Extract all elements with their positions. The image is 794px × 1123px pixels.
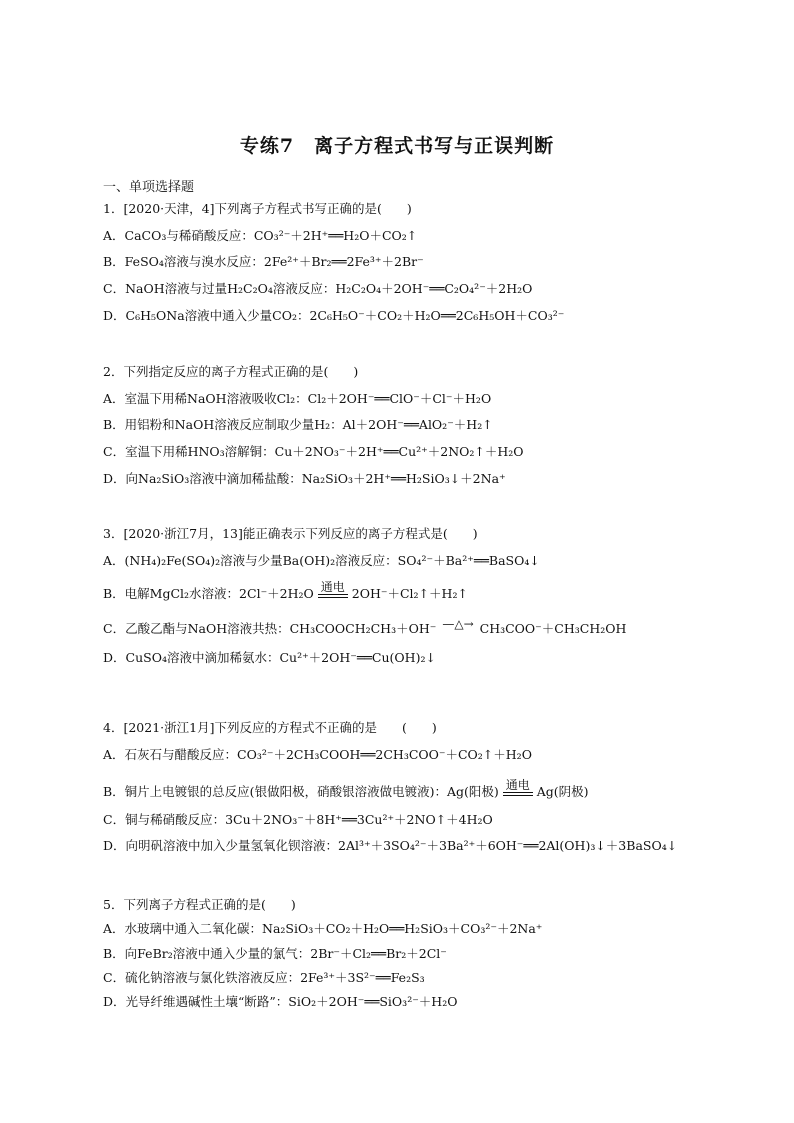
question-4 — [103, 715, 743, 860]
option-b — [103, 574, 743, 607]
question-5 — [103, 893, 743, 1014]
question-1 — [103, 196, 743, 329]
heat-arrow-icon: —△→ — [442, 616, 474, 631]
option-b: B．向FeBr₂溶液中通入少量的氯气：2Br⁻＋Cl₂══Br₂＋2Cl⁻ — [103, 945, 447, 961]
option-c: C．铜与稀硝酸反应：3Cu＋2NO₃⁻＋8H⁺══3Cu²⁺＋2NO↑＋4H₂O — [103, 811, 493, 827]
option-c — [103, 607, 743, 645]
question-stem: 4．[2021·浙江1月]下列反应的方程式不正确的是 ( ) — [103, 720, 437, 735]
option-d: D．向明矾溶液中加入少量氢氧化钡溶液：2Al³⁺＋3SO₄²⁻＋3Ba²⁺＋6OH⁻══2Al(OH)₃↓＋3BaSO₄↓ — [103, 838, 678, 854]
option-c: C．NaOH溶液与过量H₂C₂O₄溶液反应：H₂C₂O₄＋2OH⁻══C₂O₄²⁻＋2H₂O — [103, 281, 533, 297]
option-a: A．(NH₄)₂Fe(SO₄)₂溶液与少量Ba(OH)₂溶液反应：SO₄²⁻＋Ba²⁺══BaSO₄↓ — [103, 552, 540, 568]
page-title: 专练7 离子方程式书写与正误判断 — [239, 135, 555, 157]
option-b: B．FeSO₄溶液与溴水反应：2Fe²⁺＋Br₂══2Fe³⁺＋2Br⁻ — [103, 254, 424, 270]
option-c-right: CH₃COO⁻＋CH₃CH₂OH — [479, 621, 627, 637]
option-a: A．石灰石与醋酸反应：CO₃²⁻＋2CH₃COOH══2CH₃COO⁻＋CO₂↑＋H₂O — [103, 746, 532, 762]
equals-bar — [503, 792, 533, 796]
option-a: A．水玻璃中通入二氧化碳：Na₂SiO₃＋CO₂＋H₂O══H₂SiO₃＋CO₃²⁻＋2Na⁺ — [103, 921, 543, 937]
section-heading: 一、单项选择题 — [103, 180, 195, 195]
option-a: A．室温下用稀NaOH溶液吸收Cl₂：Cl₂＋2OH⁻══ClO⁻＋Cl⁻＋H₂O — [103, 390, 492, 406]
option-b-left: B．电解MgCl₂水溶液：2Cl⁻＋2H₂O — [103, 586, 314, 602]
question-stem: 3．[2020·浙江7月，13]能正确表示下列反应的离子方程式是( ) — [103, 526, 478, 541]
option-d: D．C₆H₅ONa溶液中通入少量CO₂：2C₆H₅O⁻＋CO₂＋H₂O══2C₆H₅OH＋CO₃²⁻ — [103, 307, 565, 323]
question-stem: 2．下列指定反应的离子方程式正确的是( ) — [103, 364, 359, 379]
condition-electrolysis — [503, 779, 533, 796]
option-d: D．CuSO₄溶液中滴加稀氨水：Cu²⁺＋2OH⁻══Cu(OH)₂↓ — [103, 650, 436, 666]
equals-bar — [318, 594, 348, 598]
question-stem: 5．下列离子方程式正确的是( ) — [103, 897, 296, 912]
option-b-left: B．铜片上电镀银的总反应(银做阳极，硝酸银溶液做电镀液)：Ag(阳极) — [103, 783, 499, 799]
option-c: C．室温下用稀HNO₃溶解铜：Cu＋2NO₃⁻＋2H⁺══Cu²⁺＋2NO₂↑＋H₂O — [103, 444, 524, 460]
condition-label: 通电 — [320, 580, 345, 595]
question-2 — [103, 359, 743, 492]
option-d: D．光导纤维遇碱性土壤“断路”：SiO₂＋2OH⁻══SiO₃²⁻＋H₂O — [103, 994, 458, 1010]
option-b-right: Ag(阴极) — [536, 783, 589, 799]
question-stem: 1．[2020·天津，4]下列离子方程式书写正确的是( ) — [103, 201, 412, 216]
question-3 — [103, 521, 743, 672]
option-a: A．CaCO₃与稀硝酸反应：CO₃²⁻＋2H⁺══H₂O＋CO₂↑ — [103, 227, 418, 243]
option-d: D．向Na₂SiO₃溶液中滴加稀盐酸：Na₂SiO₃＋2H⁺══H₂SiO₃↓＋2Na⁺ — [103, 470, 506, 486]
option-b — [103, 770, 743, 807]
condition-electrolysis — [318, 581, 348, 598]
condition-label: 通电 — [505, 777, 530, 792]
option-c-left: C．乙酸乙酯与NaOH溶液共热：CH₃COOCH₂CH₃＋OH⁻ — [103, 621, 437, 637]
option-c: C．硫化钠溶液与氯化铁溶液反应：2Fe³⁺＋3S²⁻══Fe₂S₃ — [103, 969, 425, 985]
option-b-right: 2OH⁻＋Cl₂↑＋H₂↑ — [351, 586, 468, 602]
option-b: B．用铝粉和NaOH溶液反应制取少量H₂：Al＋2OH⁻══AlO₂⁻＋H₂↑ — [103, 417, 493, 433]
